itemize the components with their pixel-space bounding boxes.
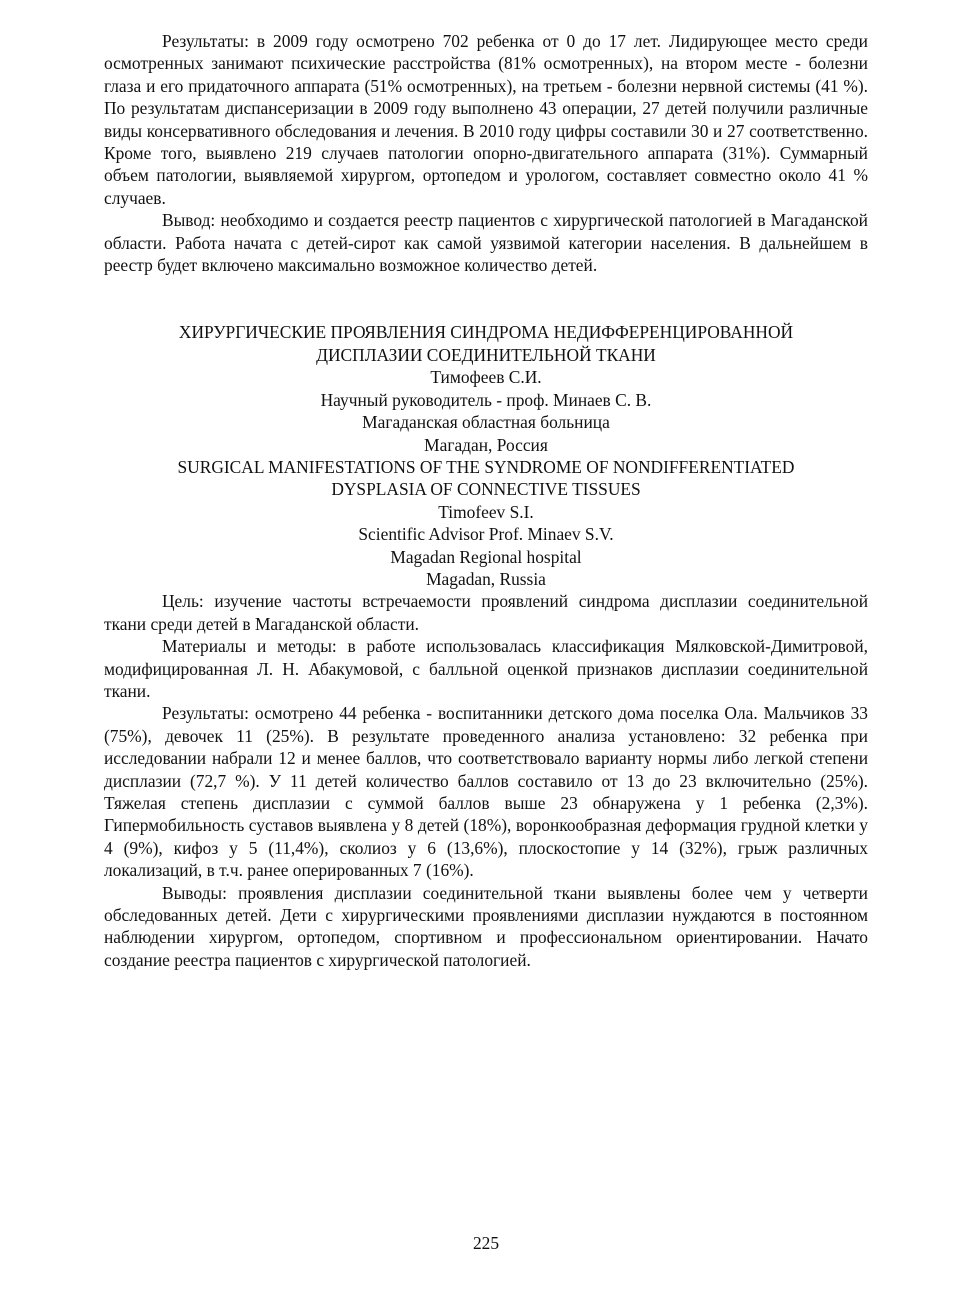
title-en-line-2: DYSPLASIA OF CONNECTIVE TISSUES (331, 479, 641, 500)
document-page (104, 30, 868, 971)
city-ru: Магадан, Россия (424, 434, 548, 455)
author-en: Timofeev S.I. (438, 501, 534, 522)
advisor-en: Scientific Advisor Prof. Minaev S.V. (358, 524, 614, 545)
title-ru-line-1: ХИРУРГИЧЕСКИЕ ПРОЯВЛЕНИЯ СИНДРОМА НЕДИФФЕРЕНЦИРОВАННОЙ (178, 322, 794, 343)
prev-conclusion-paragraph: Вывод: необходимо и создается реестр пациентов с хирургической патологией в Магаданской области. Работа начата с детей-сирот как самой уязвимой категории населения. В дальнейшем в реестр будет включено максимально возможное количество детей. (104, 210, 868, 276)
author-ru: Тимофеев С.И. (430, 367, 542, 388)
institution-en: Magadan Regional hospital (390, 546, 582, 567)
section-gap (104, 276, 868, 321)
methods-paragraph: Материалы и методы: в работе использовалась классификация Мялковской-Димитровой, модифицированная Л. Н. Абакумовой, с балльной оценкой признаков дисплазии соединительной ткани. (104, 636, 868, 701)
results-paragraph: Результаты: осмотрено 44 ребенка - воспитанники детского дома поселка Ола. Мальчиков 33 (75%), девочек 11 (25%). В результате проведенного анализа установлено: 32 ребенка при исследовании набрали 12 и менее баллов, что соответствовало варианту нормы либо легкой степени дисплазии (72,7 %). У 11 детей количество баллов составило от 13 до 23 включительно (25%). Тяжелая степень дисплазии с суммой баллов выше 23 обнаружена у 1 ребенка (2,3%). Гипермобильность суставов выявлена у 8 детей (18%), воронкообразная деформация грудной клетки у 4 (9%), кифоз у 5 (11,4%), сколиоз у 6 (13,6%), плоскостопие у 14 (32%), грыж различных локализаций, в т.ч. ранее оперированных 7 (16%). (104, 703, 868, 881)
title-ru-line-2: ДИСПЛАЗИИ СОЕДИНИТЕЛЬНОЙ ТКАНИ (316, 344, 656, 365)
page-number: 225 (472, 1233, 500, 1253)
advisor-ru: Научный руководитель - проф. Минаев С. В. (320, 389, 652, 410)
city-en: Magadan, Russia (426, 568, 546, 589)
prev-results-paragraph: Результаты: в 2009 году осмотрено 702 ребенка от 0 до 17 лет. Лидирующее место среди осмотренных занимают психические расстройства (81% осмотренных), на втором месте - болезни глаза и его придаточного аппарата (51% осмотренных), на третьем - болезни нервной системы (41 %). По результатам диспансеризации в 2009 году выполнено 43 операции, 27 детей получили различные виды консервативного обследования и лечения. В 2010 году цифры составили 30 и 27 соответственно. Кроме того, выявлено 219 случаев патологии опорно-двигательного аппарата (31%). Суммарный объем патологии, выявляемой хирургом, ортопедом и урологом, составляет совместно около 41 % случаев. (104, 31, 868, 208)
title-en-line-1: SURGICAL MANIFESTATIONS OF THE SYNDROME OF NONDIFFERENTIATED (177, 456, 795, 477)
institution-ru: Магаданская областная больница (362, 412, 610, 433)
conclusions-paragraph: Выводы: проявления дисплазии соединительной ткани выявлены более чем у четверти обследованных детей. Дети с хирургическими проявлениями дисплазии нуждаются в постоянном наблюдении хирургом, ортопедом, спортивном и профессиональном ориентировании. Начато создание реестра пациентов с хирургической патологией. (104, 882, 868, 970)
aim-paragraph: Цель: изучение частоты встречаемости проявлений синдрома дисплазии соединительной ткани среди детей в Магаданской области. (104, 591, 868, 634)
